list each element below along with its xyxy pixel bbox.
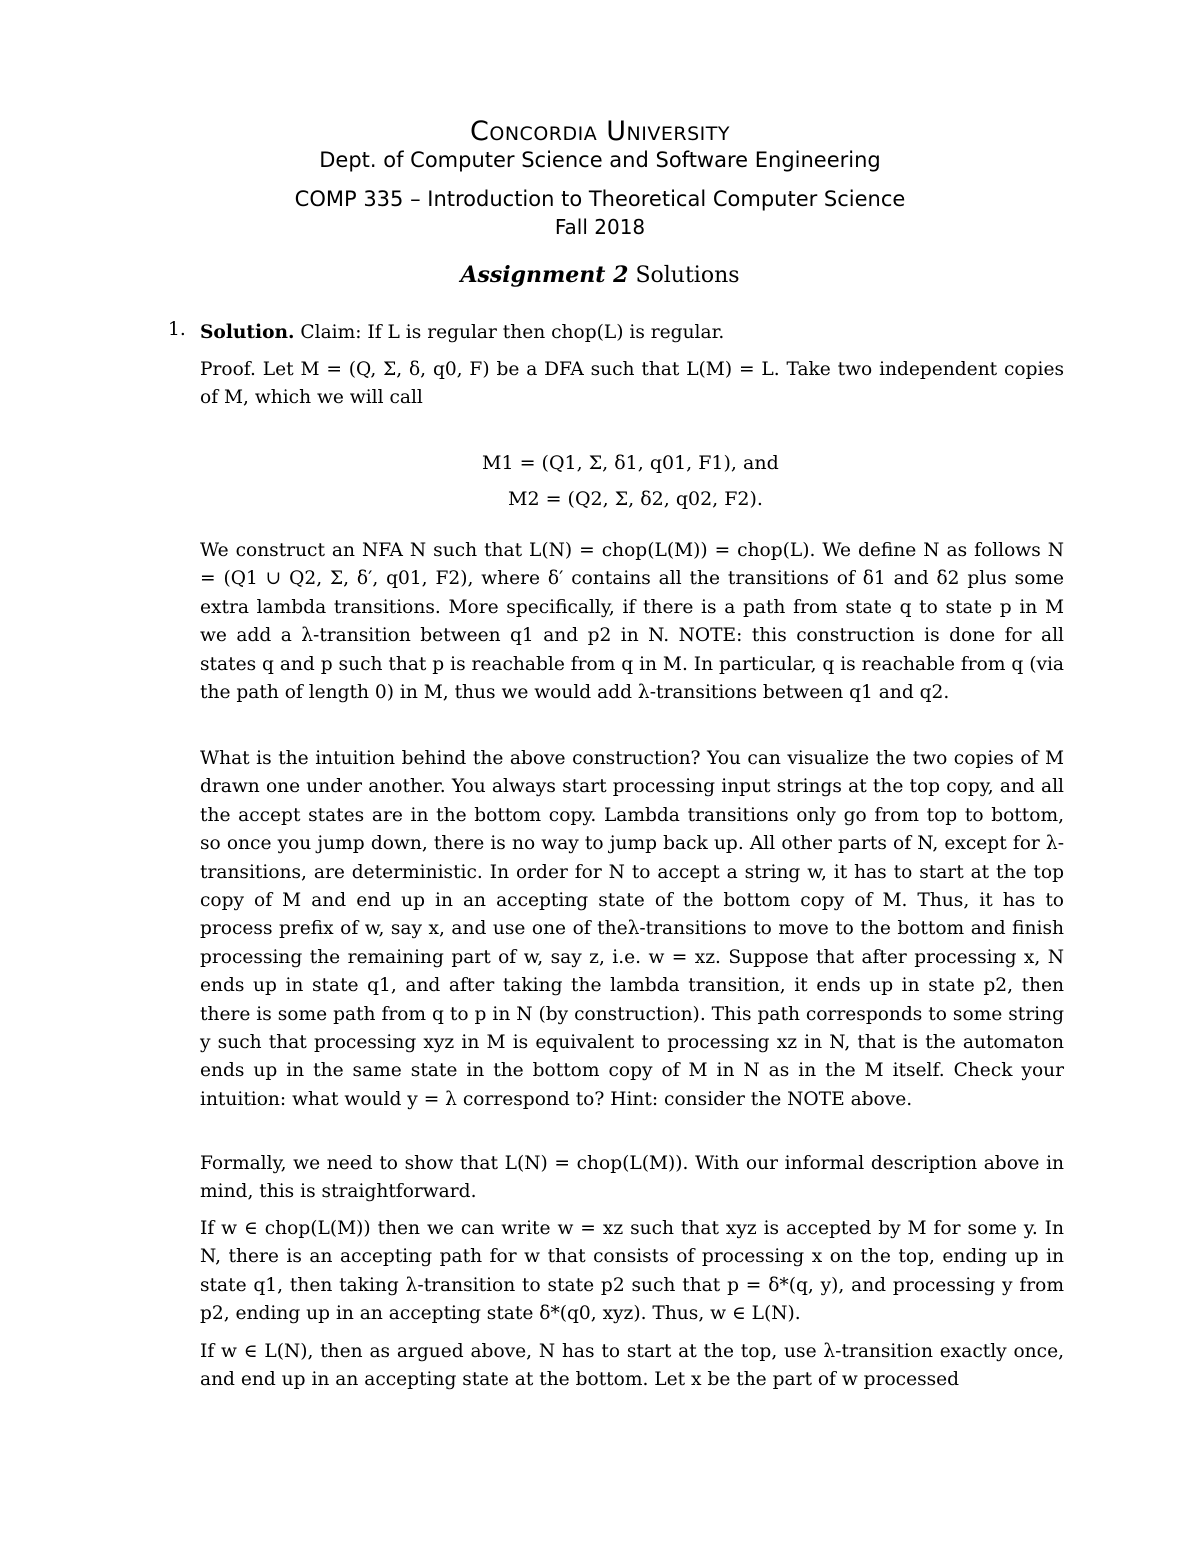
assignment-title-bold: Assignment 2 xyxy=(460,262,629,288)
solution-claim-line xyxy=(200,319,1064,347)
problem-number: 1. xyxy=(168,319,186,340)
solution-label: Solution. xyxy=(200,322,295,343)
equation-m1: M1 = (Q1, Σ, δ1, q01, F1), and xyxy=(482,452,779,474)
department-name: Dept. of Computer Science and Software Engineering xyxy=(319,148,881,172)
claim-text: Claim: If L is regular then chop(L) is regular. xyxy=(300,322,725,343)
term: Fall 2018 xyxy=(554,215,646,239)
paragraph-formal: Formally, we need to show that L(N) = chop(L(M)). With our informal description above in mind, this is straightforward. xyxy=(200,1153,1064,1203)
paragraph-intuition: What is the intuition behind the above construction? You can visualize the two copies of M drawn one under another. You always start processing input strings at the top copy, and all the accept states are in the bottom copy. Lambda transitions only go from top to bottom, so once you jump down, there is no way to jump back up. All other parts of N, except for λ-transitions, are deterministic. In order for N to accept a string w, it has to start at the top copy of M and end up in an accepting state of the bottom copy of M. Thus, it has to process prefix of w, say x, and use one of theλ-transitions to move to the bottom and finish processing the remaining part of w, say z, i.e. w = xz. Suppose that after processing x, N ends up in state q1, and after taking the lambda transition, it ends up in state p2, then there is some path from q to p in N (by construction). This path corresponds to some string y such that processing xyz in M is equivalent to processing xz in N, that is the automaton ends up in the same state in the bottom copy of M in N as in the M itself. Check your intuition: what would y = λ correspond to? Hint: consider the NOTE above. xyxy=(200,748,1064,1110)
proof-intro: Proof. Let M = (Q, Σ, δ, q0, F) be a DFA such that L(M) = L. Take two independent copies of M, which we will call xyxy=(200,359,1064,409)
paragraph-construction: We construct an NFA N such that L(N) = chop(L(M)) = chop(L). We define N as follows N = (Q1 ∪ Q2, Σ, δ′, q01, F2), where δ′ contains all the transitions of δ1 and δ2 plus some extra lambda transitions. More specifically, if there is a path from state q to state p in M we add a λ-transition between q1 and p2 in N. NOTE: this construction is done for all states q and p such that p is reachable from q in M. In particular, q is reachable from q (via the path of length 0) in M, thus we would add λ-transitions between q1 and q2. xyxy=(200,540,1064,704)
university-name: Concordia University xyxy=(470,116,730,147)
assignment-title xyxy=(0,262,1200,288)
assignment-title-rest: Solutions xyxy=(635,263,740,288)
course-title: COMP 335 – Introduction to Theoretical Computer Science xyxy=(294,187,906,211)
equation-m2: M2 = (Q2, Σ, δ2, q02, F2). xyxy=(508,488,763,510)
paragraph-backward-direction: If w ∈ L(N), then as argued above, N has to start at the top, use λ-transition exactly once, and end up in an accepting state at the bottom. Let x be the part of w processed xyxy=(200,1341,1064,1391)
paragraph-forward-direction: If w ∈ chop(L(M)) then we can write w = xz such that xyz is accepted by M for some y. In N, there is an accepting path for w that consists of processing x on the top, ending up in state q1, then taking λ-transition to state p2 such that p = δ*(q, y), and processing y from p2, ending up in an accepting state δ*(q0, xyz). Thus, w ∈ L(N). xyxy=(200,1218,1064,1325)
